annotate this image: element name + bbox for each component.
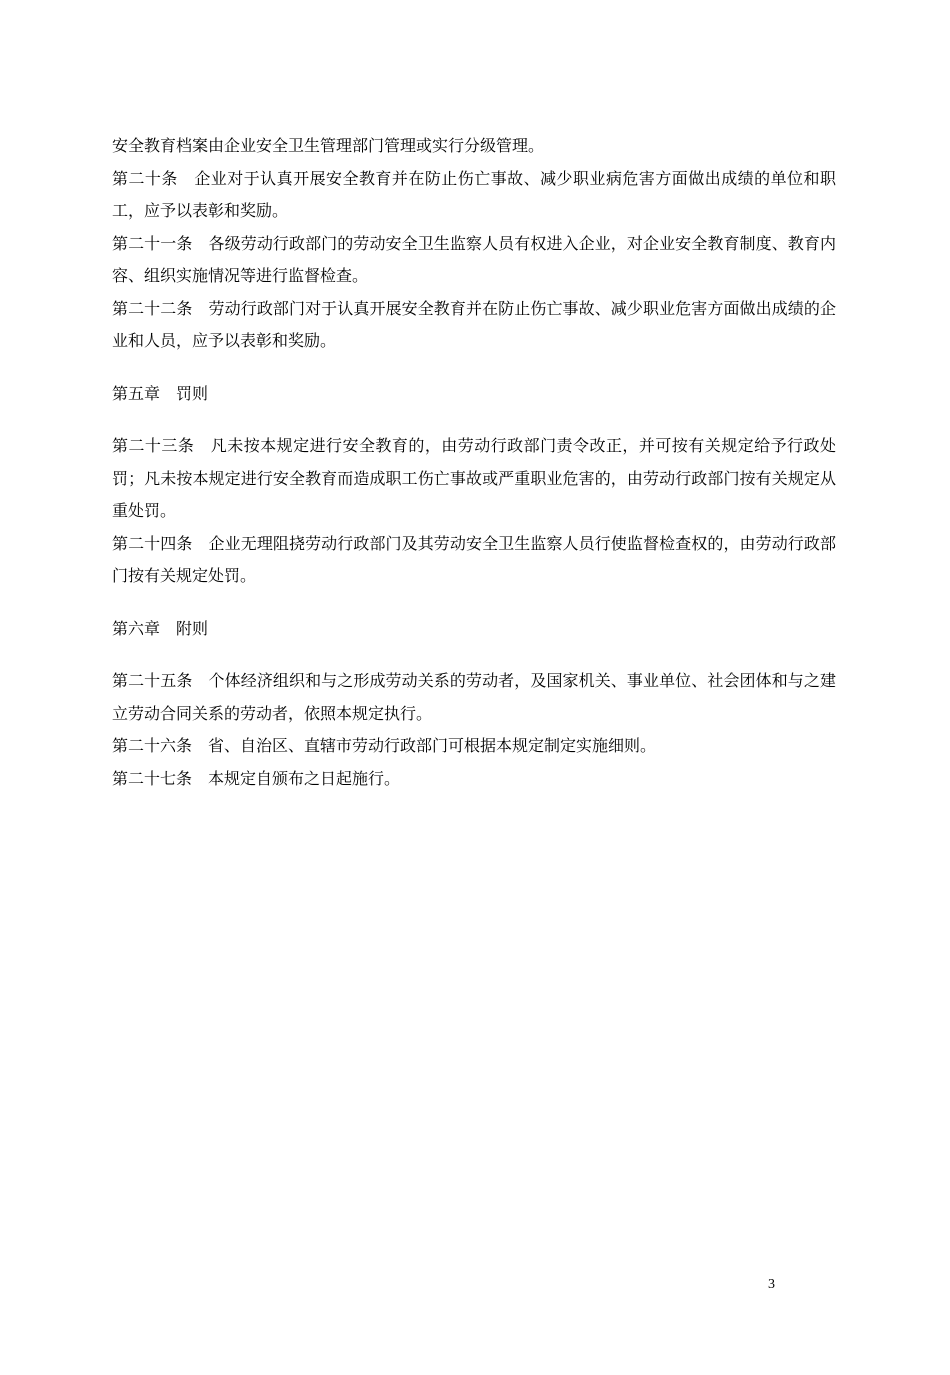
chapter-6-heading: 第六章 附则: [112, 618, 209, 638]
article-26: 第二十六条 省、自治区、直辖市劳动行政部门可根据本规定制定实施细则。: [112, 736, 657, 755]
article-22: 第二十二条 劳动行政部门对于认真开展安全教育并在防止伤亡事故、减少职业危害方面做出成绩的企业和人员，应予以表彰和奖励。: [112, 298, 836, 350]
article-20: 第二十条 企业对于认真开展安全教育并在防止伤亡事故、减少职业病危害方面做出成绩的单位和职工，应予以表彰和奖励。: [112, 168, 836, 220]
article-27: 第二十七条 本规定自颁布之日起施行。: [112, 768, 401, 788]
article-24: 第二十四条 企业无理阻挠劳动行政部门及其劳动安全卫生监察人员行使监督检查权的，由劳动行政部门按有关规定处罚。: [112, 533, 836, 585]
document-body: [112, 130, 836, 795]
paragraph: 安全教育档案由企业安全卫生管理部门管理或实行分级管理。: [112, 136, 545, 155]
article-25: 第二十五条 个体经济组织和与之形成劳动关系的劳动者，及国家机关、事业单位、社会团体和与之建立劳动合同关系的劳动者，依照本规定执行。: [112, 671, 836, 723]
page-number: 3: [768, 1277, 775, 1292]
article-21: 第二十一条 各级劳动行政部门的劳动安全卫生监察人员有权进入企业，对企业安全教育制度、教育内容、组织实施情况等进行监督检查。: [112, 233, 836, 285]
chapter-5-heading: 第五章 罚则: [112, 383, 209, 403]
article-23: 第二十三条 凡未按本规定进行安全教育的，由劳动行政部门责令改正，并可按有关规定给予行政处罚；凡未按本规定进行安全教育而造成职工伤亡事故或严重职业危害的，由劳动行政部门按有关规定从重处罚。: [112, 436, 836, 520]
